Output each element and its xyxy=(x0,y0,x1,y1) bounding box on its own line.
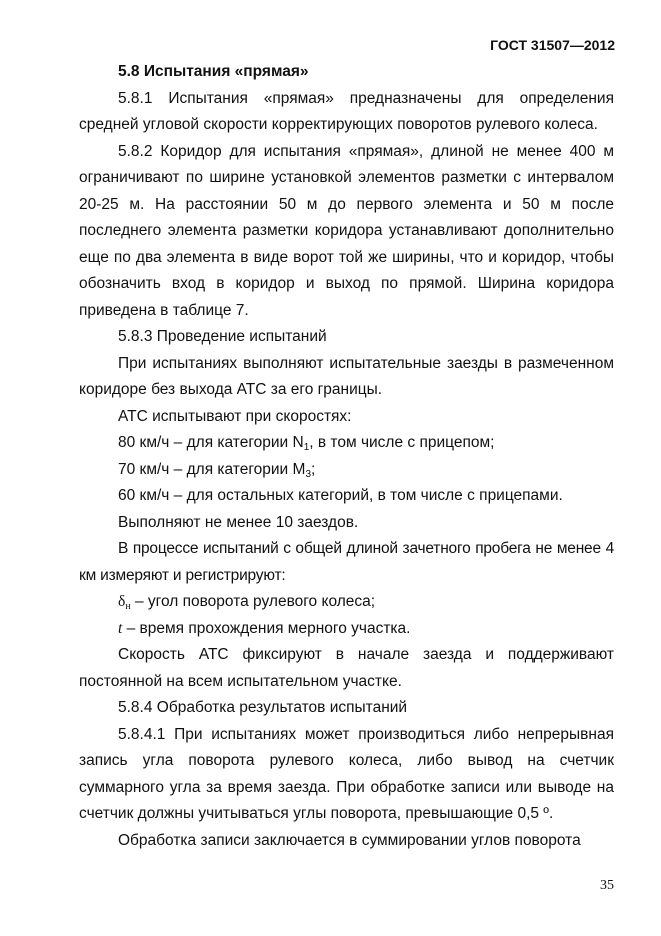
speed-m3-subscript: 3 xyxy=(305,468,311,480)
speed-n1-subscript: 1 xyxy=(303,442,310,453)
paragraph-speed-fix: Скорость АТС фиксируют в начале заезда и поддерживают постоянной на всем испытательном участке. xyxy=(79,646,614,690)
time-text: – время прохождения мерного участка. xyxy=(122,619,411,637)
speed-m3-text: 70 км/ч – для категории M xyxy=(118,460,306,478)
delta-definition xyxy=(79,589,614,616)
paragraph-5-8-2: 5.8.2 Коридор для испытания «прямая», длиной не менее 400 м ограничивают по ширине установкой элементов разметки с интервалом 20-25 м. На расстоянии 50 м до первого элемента и 50 м после последнего элемента разметки коридора устанавливают дополнительно еще по два элемента в виде ворот той же ширины, что и коридор, чтобы обозначить вход в коридор и выход по прямой. Ширина коридора приведена в таблице 7. xyxy=(79,142,614,319)
standard-header: ГОСТ 31507—2012 xyxy=(490,37,615,53)
speed-item-m3 xyxy=(79,457,614,484)
paragraph-measure: В процессе испытаний с общей длиной зачетного пробега не менее 4 км измеряют и регистрируют: xyxy=(79,540,614,584)
speed-n1-text: 80 км/ч – для категории N xyxy=(118,434,304,451)
paragraph-processing: Обработка записи заключается в суммировании углов поворота xyxy=(118,831,581,849)
paragraph-5-8-4-1: 5.8.4.1 При испытаниях может производиться либо непрерывная запись угла поворота рулевого колеса, либо вывод на счетчик суммарного угла за время заезда. При обработке записи или выводе на счетчик должны учитываться углы поворота, превышающие 0,5 º. xyxy=(79,725,614,822)
section-title: 5.8 Испытания «прямая» xyxy=(118,63,309,80)
time-definition xyxy=(79,616,614,643)
document-body xyxy=(79,59,614,854)
delta-symbol: δ xyxy=(118,593,126,610)
time-symbol: t xyxy=(118,619,123,637)
subsection-title-5-8-3: 5.8.3 Проведение испытаний xyxy=(118,328,327,345)
delta-subscript: н xyxy=(125,601,131,612)
speed-item-other: 60 км/ч – для остальных категорий, в том числе с прицепами. xyxy=(118,487,563,504)
speed-n1-tail: , в том числе с прицепом; xyxy=(309,434,495,451)
paragraph-speeds-intro: АТС испытывают при скоростях: xyxy=(118,407,352,425)
page-number: 35 xyxy=(600,878,614,893)
subsection-title-5-8-4: 5.8.4 Обработка результатов испытаний xyxy=(118,699,408,716)
paragraph-runs: При испытаниях выполняют испытательные заезды в размеченном коридоре без выхода АТС за его границы. xyxy=(79,354,614,398)
speed-m3-tail: ; xyxy=(311,460,316,478)
speed-item-n1 xyxy=(79,430,614,457)
paragraph-min-runs: Выполняют не менее 10 заездов. xyxy=(118,513,359,531)
paragraph-5-8-1: 5.8.1 Испытания «прямая» предназначены для определения средней угловой скорости корректирующих поворотов рулевого колеса. xyxy=(79,89,614,133)
delta-text: – угол поворота рулевого колеса; xyxy=(130,593,376,610)
